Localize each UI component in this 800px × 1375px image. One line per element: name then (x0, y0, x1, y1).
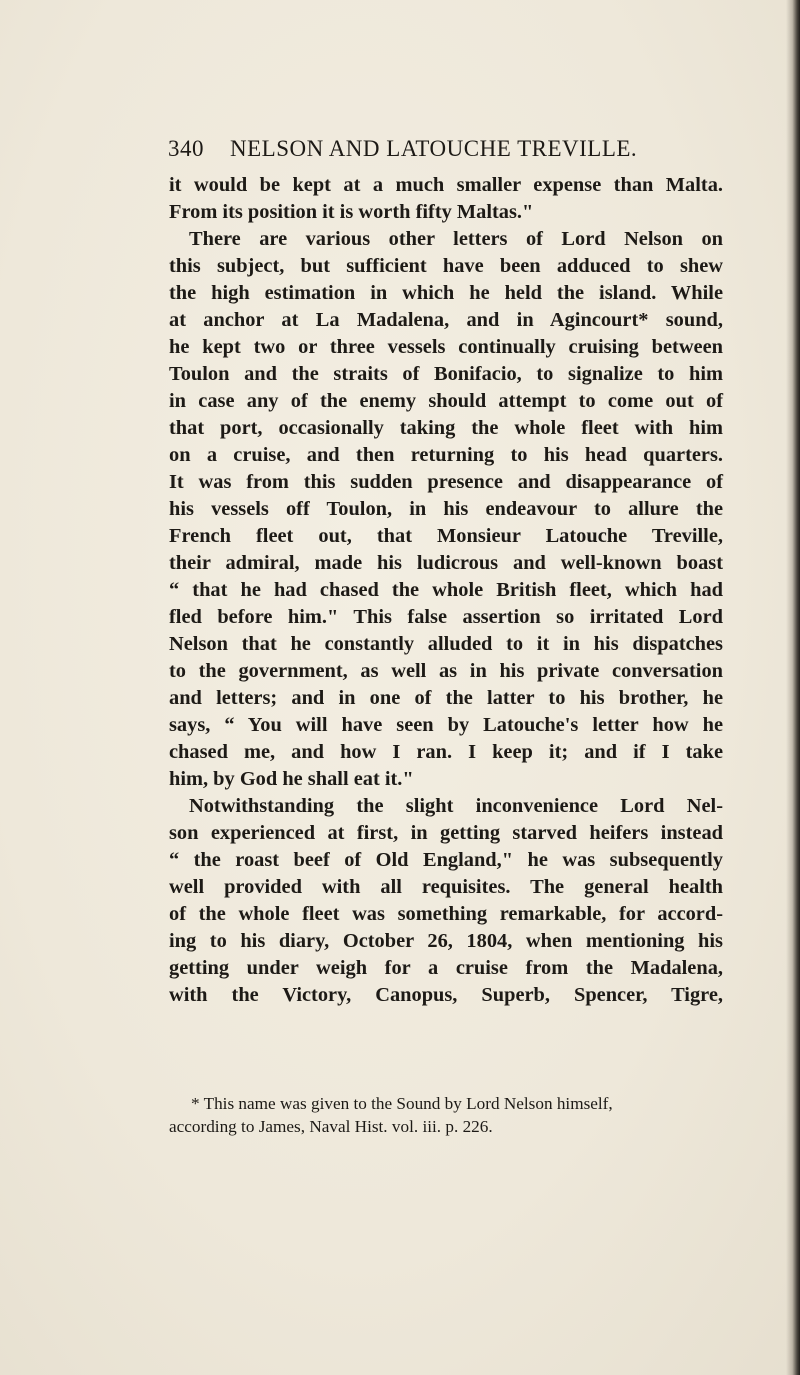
text-line: From its position it is worth fifty Maltas." (169, 201, 534, 223)
text-line: that port, occasionally taking the whole fleet with him (169, 417, 723, 439)
text-line: his vessels off Toulon, in his endeavour to allure the (169, 498, 723, 520)
text-line: he kept two or three vessels continually cruising between (169, 336, 723, 358)
page-number: 340 (168, 136, 204, 161)
text-line: There are various other letters of Lord Nelson on (189, 228, 723, 250)
text-line: says, “ You will have seen by Latouche's letter how he (169, 714, 723, 736)
text-line: well provided with all requisites. The general health (169, 876, 723, 898)
text-line: “ the roast beef of Old England," he was subsequently (169, 849, 723, 871)
text-line: chased me, and how I ran. I keep it; and if I take (169, 741, 723, 763)
text-line: of the whole fleet was something remarkable, for accord- (169, 903, 723, 925)
text-line: this subject, but sufficient have been adduced to shew (169, 255, 723, 277)
text-line: at anchor at La Madalena, and in Agincourt* sound, (169, 309, 723, 331)
text-line: and letters; and in one of the latter to his brother, he (169, 687, 723, 709)
text-line: “ that he had chased the whole British fleet, which had (169, 579, 723, 601)
text-line: to the government, as well as in his private conversation (169, 660, 723, 682)
text-line: on a cruise, and then returning to his head quarters. (169, 444, 723, 466)
text-line: Toulon and the straits of Bonifacio, to signalize to him (169, 363, 723, 385)
text-line: Nelson that he constantly alluded to it in his dispatches (169, 633, 723, 655)
text-line: their admiral, made his ludicrous and well-known boast (169, 552, 723, 574)
text-line: ing to his diary, October 26, 1804, when mentioning his (169, 930, 723, 952)
text-line: it would be kept at a much smaller expense than Malta. (169, 174, 723, 196)
body-text (169, 172, 723, 1009)
text-line: in case any of the enemy should attempt to come out of (169, 390, 723, 412)
text-line: with the Victory, Canopus, Superb, Spencer, Tigre, (169, 984, 723, 1006)
text-line: him, by God he shall eat it." (169, 768, 414, 790)
text-line: fled before him." This false assertion so irritated Lord (169, 606, 723, 628)
running-title: NELSON AND LATOUCHE TREVILLE. (230, 136, 638, 161)
footnote-line: according to James, Naval Hist. vol. iii. p. 226. (169, 1117, 493, 1136)
footnote (169, 1092, 723, 1138)
text-line: son experienced at first, in getting starved heifers instead (169, 822, 723, 844)
text-line: Notwithstanding the slight inconvenience Lord Nel- (189, 795, 723, 817)
text-line: It was from this sudden presence and disappearance of (169, 471, 723, 493)
footnote-line: * This name was given to the Sound by Lord Nelson himself, (191, 1094, 613, 1113)
page-header (168, 136, 648, 172)
text-line: French fleet out, that Monsieur Latouche Treville, (169, 525, 723, 547)
page-edge-shadow (786, 0, 800, 1375)
text-line: the high estimation in which he held the island. While (169, 282, 723, 304)
text-line: getting under weigh for a cruise from the Madalena, (169, 957, 723, 979)
